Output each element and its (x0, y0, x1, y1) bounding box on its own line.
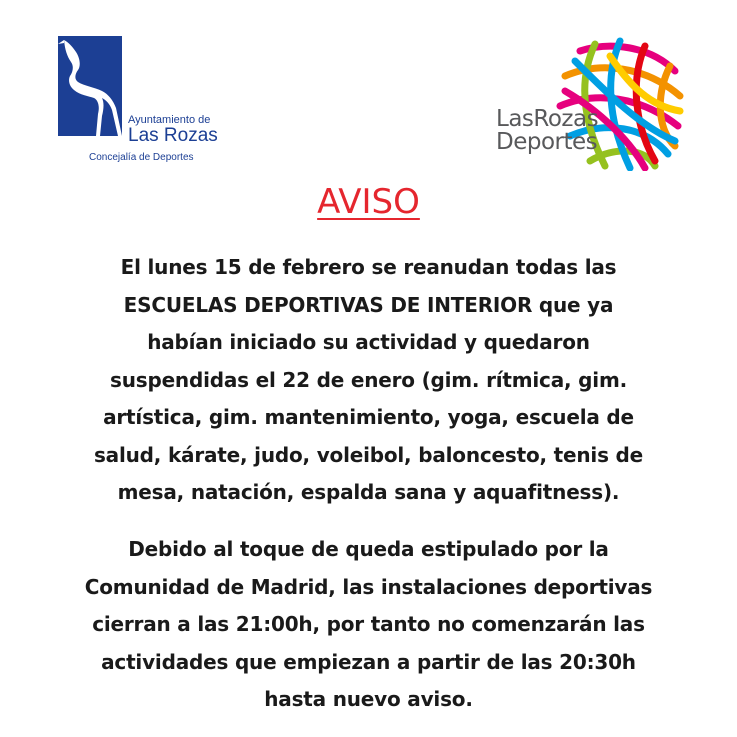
notice-paragraph-2 (14, 531, 723, 719)
paragraph-line: Comunidad de Madrid, las instalaciones deportivas (84, 574, 653, 599)
notice-title: AVISO (317, 182, 420, 222)
logo-line-2: Las Rozas (128, 125, 218, 146)
logo-line-1: LasRozas (496, 106, 599, 132)
paragraph-line: habían iniciado su actividad y quedaron (147, 330, 590, 354)
paragraph-line: hasta nuevo aviso. (264, 687, 473, 711)
paragraph-line: mesa, natación, espalda sana y aquafitness). (117, 480, 620, 504)
logo-line-2: Deportes (496, 129, 598, 155)
paragraph-line: suspendidas el 22 de enero (gim. rítmica, gim. (110, 367, 627, 392)
logo-line-3: Concejalía de Deportes (89, 152, 194, 163)
stork-icon (58, 36, 122, 136)
paragraph-line: El lunes 15 de febrero se reanudan todas las (120, 255, 617, 279)
ayuntamiento-logo (58, 36, 248, 171)
lasrozas-deportes-logo (490, 36, 690, 171)
logo-line-1: Ayuntamiento de (128, 114, 211, 126)
paragraph-line: cierran a las 21:00h, por tanto no comenzarán las (92, 612, 645, 636)
paragraph-line: salud, kárate, judo, voleibol, baloncesto, tenis de (93, 442, 644, 467)
paragraph-line: actividades que empiezan a partir de las 20:30h (101, 649, 636, 674)
notice-paragraph-1 (14, 249, 723, 512)
paragraph-line: Debido al toque de queda estipulado por la (128, 537, 609, 561)
paragraph-line: ESCUELAS DEPORTIVAS DE INTERIOR que ya (123, 292, 614, 317)
paragraph-line: artística, gim. mantenimiento, yoga, escuela de (103, 405, 634, 429)
